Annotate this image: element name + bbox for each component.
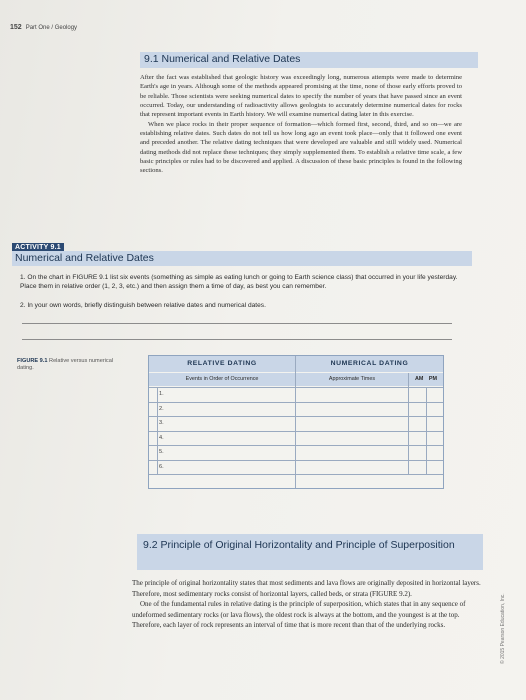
section-9-2-paragraph-2: [132, 599, 490, 631]
row-number: 1.: [159, 391, 164, 397]
relative-dating-header: RELATIVE DATING: [149, 356, 295, 372]
table-row[interactable]: [149, 416, 443, 431]
table-row[interactable]: [149, 445, 443, 460]
table-bottom-rule: [149, 474, 443, 475]
activity-question-1: 1. On the chart in FIGURE 9.1 list six events (something as simple as eating lunch or going to Earth science class) that occurred in your life yesterday. Place them in relative order (1, 2, 3, etc.) and then assign them a time of day, as best you can remember.: [20, 274, 458, 290]
column-divider: [408, 373, 409, 475]
copyright-notice: [500, 593, 510, 700]
s1p1-text: After the fact was established that geologic history was exceedingly long, numerous attempts were made to determine Earth's age in years. Although some of the methods appeared promising at the time, none of those early efforts proved to be reliable. Those scientists were seeking numerical dates to specify the number of years that have passed since an event occurred. Today, our understanding of radioactivity allows geologists to accurately determine numerical dates for rocks that represent important events in Earth history. We will examine numerical dating later in this exercise.: [140, 74, 462, 119]
approximate-times-subheader: Approximate Times: [296, 373, 408, 386]
table-row[interactable]: [149, 460, 443, 475]
table-row[interactable]: [149, 402, 443, 417]
events-order-subheader: Events in Order of Occurrence: [149, 373, 295, 386]
table-row[interactable]: [149, 431, 443, 446]
s2p2-text: One of the fundamental rules in relative dating is the principle of superposition, which states that in any sequence of undeformed sedimentary rocks (or lava flows), the oldest rock is always at the bottom, and the youngest is at the top. Therefore, each layer of rock represents an interval of time that is more recent than that of the underlying rocks.: [132, 600, 466, 630]
dating-chart: [148, 355, 444, 489]
figure-label: FIGURE 9.1: [17, 358, 48, 364]
table-row[interactable]: [149, 387, 443, 402]
answer-line[interactable]: [22, 339, 452, 340]
section-9-2-body: [132, 578, 490, 631]
row-number: 3.: [159, 420, 164, 426]
s2p1-text: The principle of original horizontality states that most sediments and lava flows are originally deposited in horizontal layers. Therefore, most sedimentary rocks consist of horizontal layers, called beds, or strata (FIGURE 9.2).: [132, 579, 481, 598]
page-header: [10, 24, 77, 31]
section-9-1-title: 9.1 Numerical and Relative Dates: [140, 52, 478, 68]
activity-title: Numerical and Relative Dates: [12, 251, 472, 266]
s1p2-text: When we place rocks in their proper sequence of formation—which formed first, second, third, and so on—we are establishing relative dates. Such dates do not tell us how long ago an event took place—only that it followed one event and preceded another. The relative dating techniques that were developed are valuable and still widely used. Numerical dating methods did not replace these techniques; they simply supplemented them. To establish a relative time scale, a few basic principles or rules had to be discovered and applied. A discussion of these basic principles is found in the following sections.: [140, 120, 462, 175]
figure-caption: [17, 358, 127, 372]
activity-question-2: 2. In your own words, briefly distinguish between relative dates and numerical dates.: [20, 302, 266, 309]
numerical-dating-header: NUMERICAL DATING: [296, 356, 443, 372]
row-number: 4.: [159, 434, 164, 441]
copyright-text: © 2015 Pearson Education, Inc.: [500, 593, 506, 664]
section-9-2-paragraph-1: [132, 578, 490, 599]
row-number: 5.: [159, 449, 164, 455]
am-pm-subheader: AM PM: [409, 373, 443, 386]
column-divider: [426, 387, 427, 475]
section-9-2-title: 9.2 Principle of Original Horizontality and Principle of Superposition: [137, 534, 483, 570]
section-9-1-paragraph-1: [140, 73, 462, 120]
section-9-1-paragraph-2: [140, 120, 462, 176]
running-head: Part One / Geology: [25, 25, 78, 31]
activity-label: ACTIVITY 9.1: [12, 243, 64, 252]
column-divider: [295, 356, 296, 488]
figure-caption-text: Relative versus numerical dating.: [17, 358, 114, 371]
row-number: 6.: [159, 463, 164, 470]
column-divider: [157, 387, 158, 475]
answer-line[interactable]: [22, 323, 452, 324]
row-number: 2.: [159, 405, 164, 412]
page-number: 152: [10, 24, 22, 31]
section-9-1-body: [140, 73, 462, 176]
